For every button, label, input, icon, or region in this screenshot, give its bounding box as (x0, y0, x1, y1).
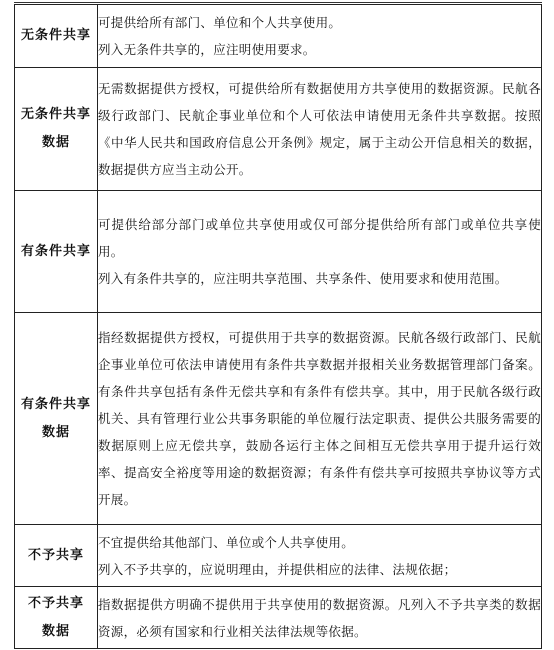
table-row-conditional-data (15, 313, 542, 525)
sharing-category-table (14, 4, 542, 649)
row-label (15, 525, 98, 587)
row-label-line: 有条件共享 (20, 243, 91, 259)
row-label-line: 数据 (41, 623, 70, 639)
row-description (98, 313, 542, 525)
row-description (98, 5, 542, 68)
row-label-line: 无条件共享 (20, 107, 91, 122)
description-paragraph: 可提供给所有部门、单位和个人共享使用。 (98, 15, 342, 30)
description-paragraph: 可提供给部分部门或单位共享使用或仅可部分提供给所有部门或单位共享使用。 (98, 217, 541, 259)
description-paragraph: 列入无条件共享的，应注明使用要求。 (98, 42, 316, 57)
row-label-line: 数据 (41, 135, 70, 150)
row-label (15, 313, 98, 525)
table-row-not-shared-data (15, 587, 542, 649)
row-description (98, 525, 542, 587)
row-label (15, 587, 98, 649)
row-label (15, 68, 98, 191)
row-label-line: 有条件共享 (20, 396, 91, 412)
description-paragraph: 无需数据提供方授权，可提供给所有数据使用方共享使用的数据资源。民航各级行政部门、民航企事业单位和个人可依法申请使用无条件共享数据。按照《中华人民共和国政府信息公开条例》规定，属于主动公开信息相关的数据，数据提供方应当主动公开。 (98, 81, 541, 177)
table-row-unconditional (15, 5, 542, 68)
row-label-line: 无条件共享 (20, 28, 91, 43)
table-row-conditional (15, 191, 542, 313)
row-label (15, 191, 98, 313)
description-paragraph: 列入有条件共享的，应注明共享范围、共享条件、使用要求和使用范围。 (98, 271, 508, 286)
description-paragraph: 不宜提供给其他部门、单位或个人共享使用。 (98, 534, 355, 550)
row-label-line: 不予共享 (27, 595, 84, 611)
row-description (98, 68, 542, 191)
table-row-unconditional-data (15, 68, 542, 191)
row-label (15, 5, 98, 68)
description-paragraph: 指经数据提供方授权，可提供用于共享的数据资源。民航各级行政部门、民航企事业单位可依法申请使用有条件共享数据并报相关业务数据管理部门备案。有条件共享包括有条件无偿共享和有条件有偿共享。其中，用于民航各级行政机关、具有管理行业公共事务职能的单位履行法定职责、提供公共服务需要的数据原则上应无偿共享，鼓励各运行主体之间相互无偿共享用于提升运行效率、提高安全裕度等用途的数据资源；有条件有偿共享可按照共享协议等方式开展。 (98, 330, 541, 507)
row-description (98, 587, 542, 649)
description-paragraph: 列入不予共享的，应说明理由，并提供相应的法律、法规依据； (98, 561, 457, 577)
row-label-line: 数据 (41, 424, 70, 440)
row-description (98, 191, 542, 313)
table-row-not-shared (15, 525, 542, 587)
description-paragraph: 指数据提供方明确不提供用于共享使用的数据资源。凡列入不予共享类的数据资源，必须有国家和行业相关法律法规等依据。 (98, 596, 541, 639)
row-label-line: 不予共享 (27, 547, 84, 563)
top-border-line (14, 2, 542, 3)
